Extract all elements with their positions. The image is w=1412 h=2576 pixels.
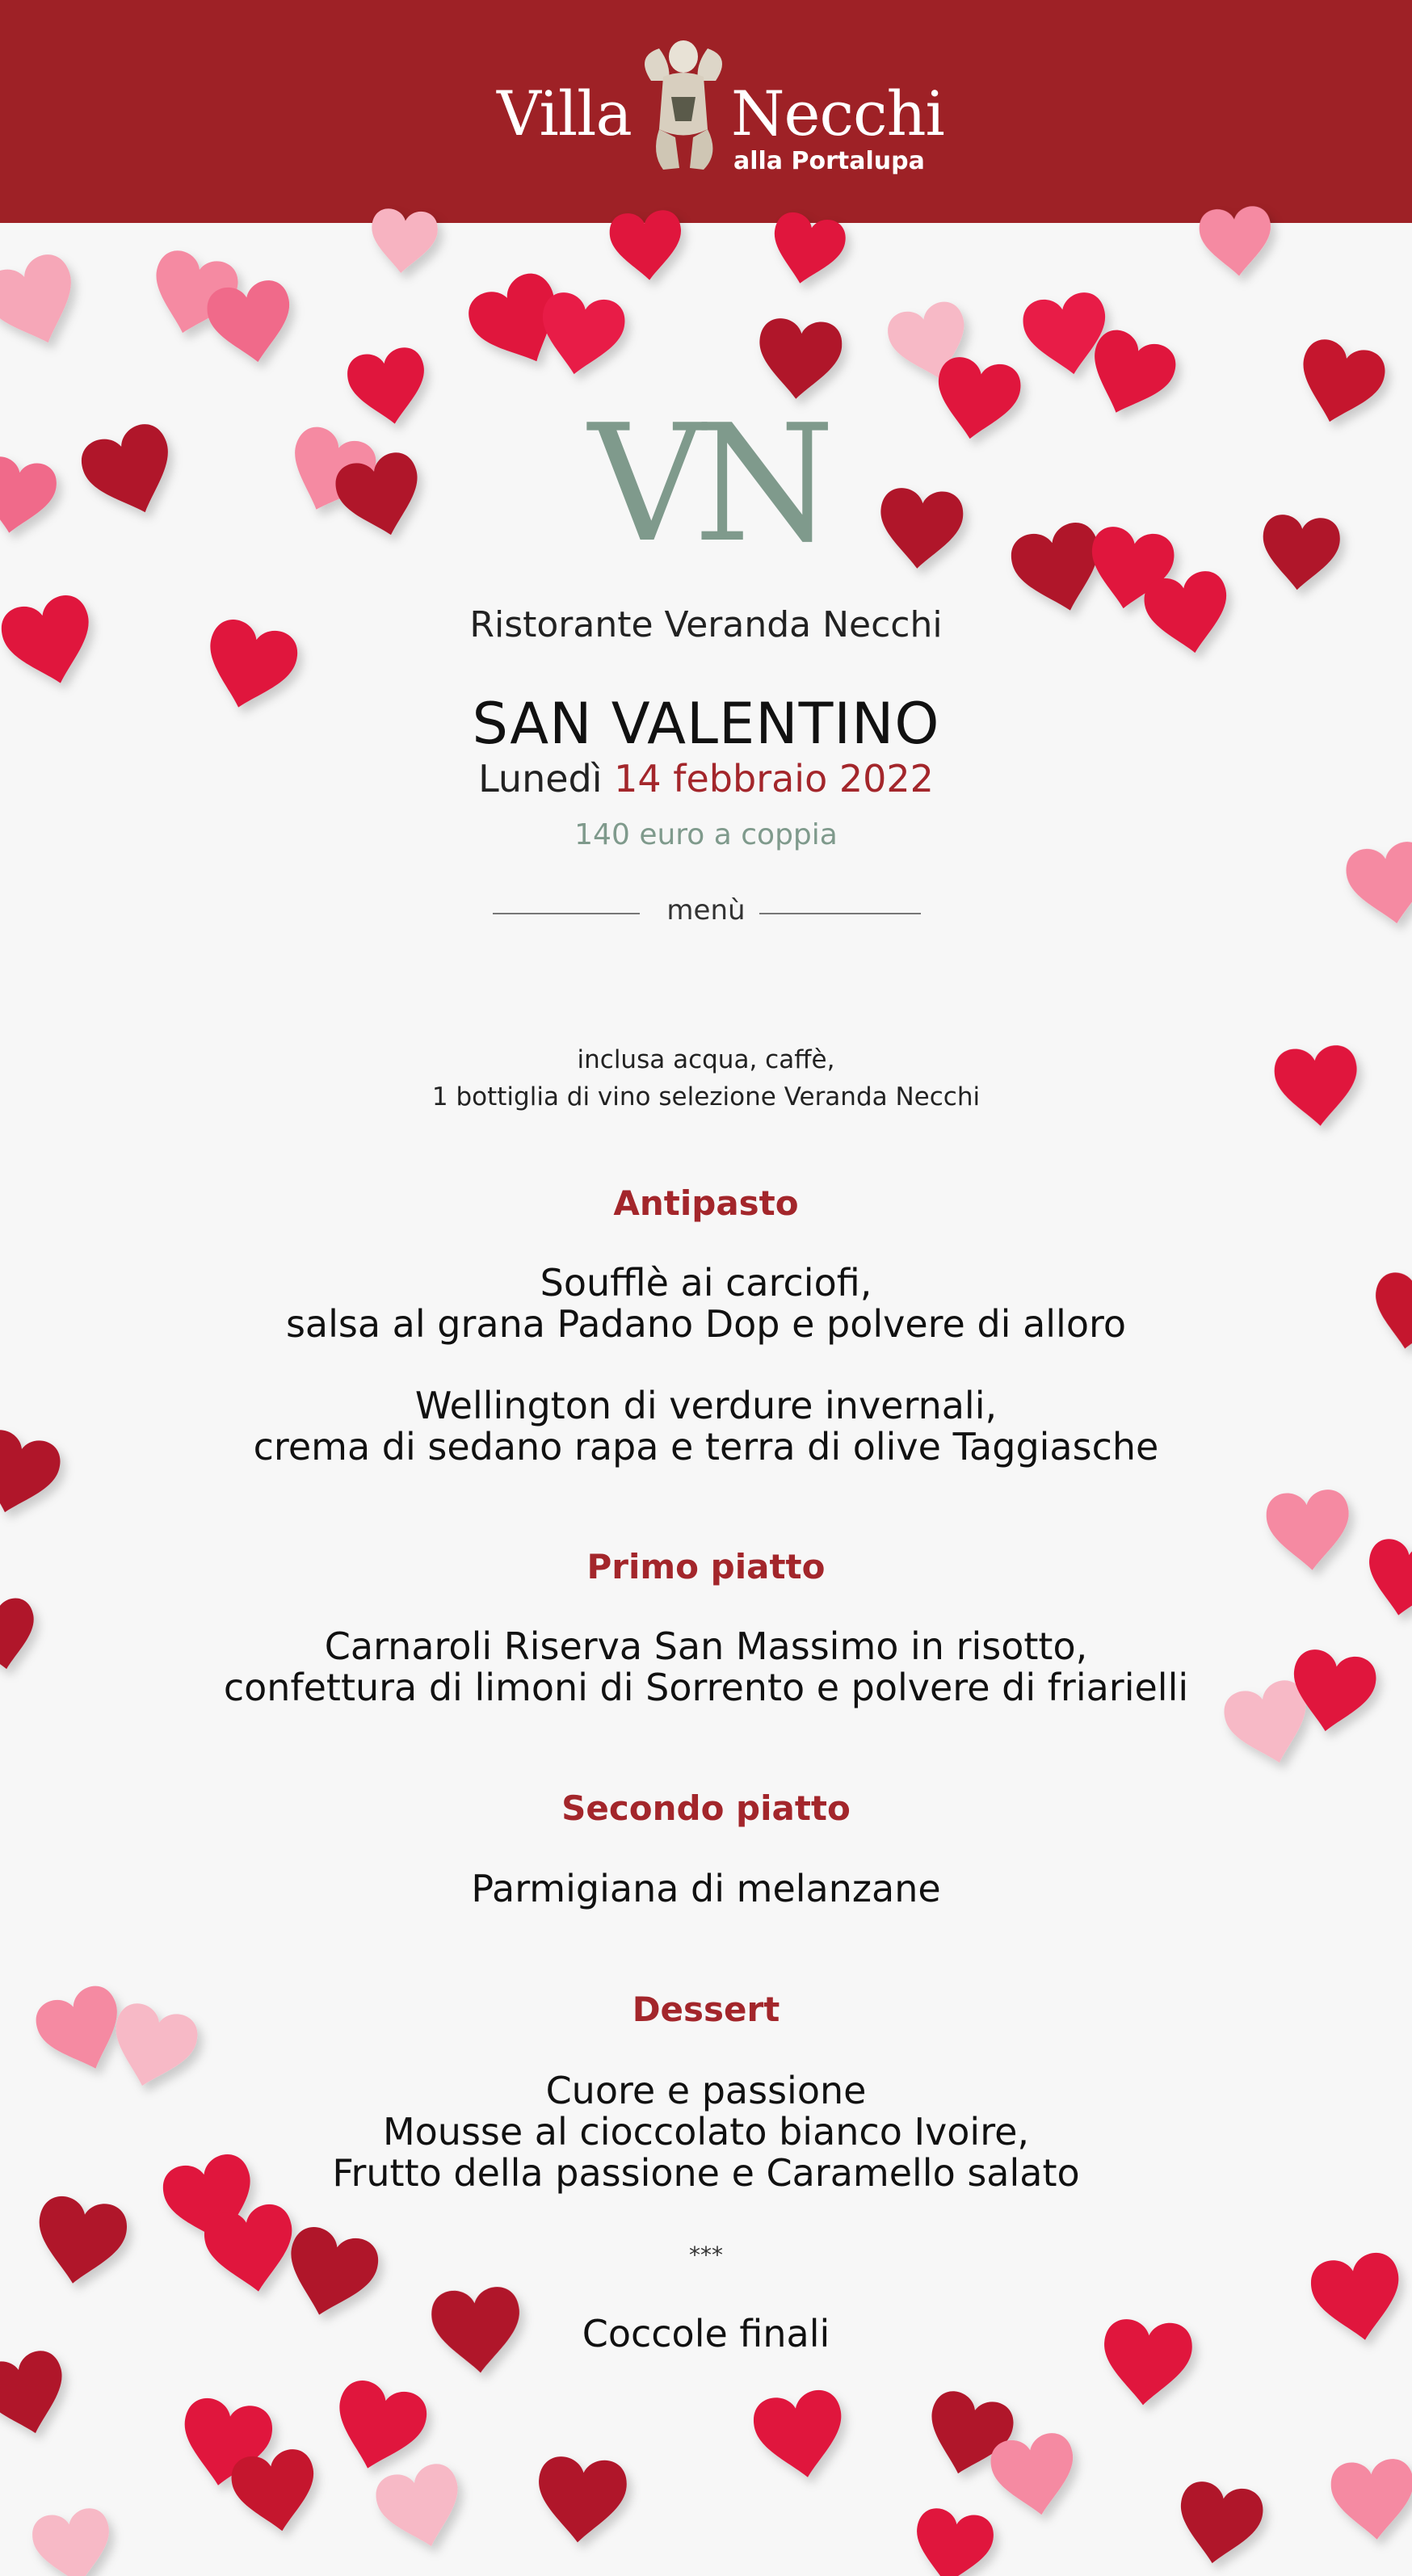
dish-line: Coccole finali (582, 2312, 830, 2355)
dish-line: Mousse al cioccolato bianco Ivoire, (382, 2110, 1030, 2154)
dish-line: Parmigiana di melanzane (471, 1867, 941, 1910)
dish-line: Cuore e passione (545, 2069, 867, 2112)
dish-line: Carnaroli Riserva San Massimo in risotto, (324, 1624, 1088, 1668)
logo-subtitle: alla Portalupa (733, 147, 925, 175)
section-primo: Primo piatto (586, 1547, 826, 1586)
section-antipasto: Antipasto (613, 1183, 799, 1223)
separator-stars: *** (689, 2242, 723, 2268)
restaurant-name: Ristorante Veranda Necchi (469, 604, 943, 645)
logo-necchi: Necchi (731, 78, 944, 149)
event-day: Lunedì (478, 757, 603, 801)
section-secondo: Secondo piatto (561, 1788, 851, 1828)
dish-line: confettura di limoni di Sorrento e polvere di friarielli (223, 1666, 1189, 1709)
event-date (0, 757, 1412, 801)
monogram: VN (588, 390, 824, 578)
section-dessert: Dessert (632, 1990, 780, 2029)
divider-right (759, 913, 921, 914)
logo-villa: Villa (497, 78, 632, 149)
event-date-value: 14 febbraio 2022 (614, 757, 934, 801)
includes-line-1: inclusa acqua, caffè, (577, 1045, 835, 1074)
dish-line: Wellington di verdure invernali, (414, 1384, 998, 1427)
price: 140 euro a coppia (574, 818, 838, 851)
dish-line: Soufflè ai carciofi, (540, 1261, 872, 1305)
dish-line: salsa al grana Padano Dop e polvere di alloro (285, 1302, 1127, 1346)
dish-line: Frutto della passione e Caramello salato (332, 2151, 1080, 2195)
includes-line-2: 1 bottiglia di vino selezione Veranda Necchi (431, 1082, 981, 1112)
dish-line: crema di sedano rapa e terra di olive Taggiasche (253, 1425, 1159, 1469)
menu-label: menù (666, 894, 746, 927)
event-title: SAN VALENTINO (472, 691, 940, 757)
